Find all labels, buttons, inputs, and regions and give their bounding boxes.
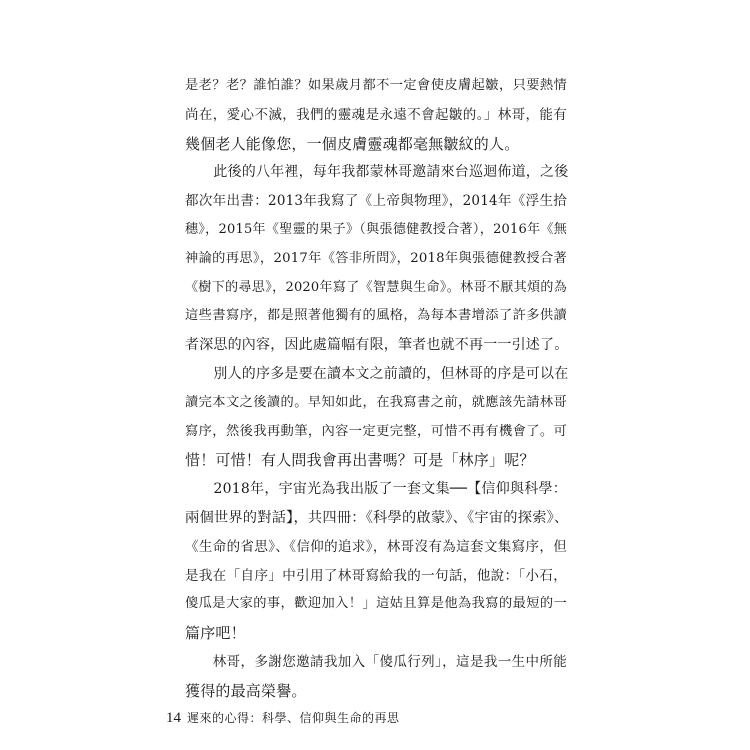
text-line: 是老？老？誰怕誰？如果歲月都不一定會使皮膚起皺，只要熱情	[185, 78, 567, 93]
text-line: 者深思的內容，因此處篇幅有限，筆者也就不再一一引述了。	[185, 337, 569, 354]
paragraph	[185, 648, 567, 706]
page-footer	[166, 709, 400, 727]
text-line: 兩個世界的對話】，共四冊：《科學的啟蒙》、《宇宙的探索》、	[185, 509, 569, 526]
text-line: 篇序吧！	[185, 624, 246, 643]
text-line: 傻瓜是大家的事，歡迎加入！」這姑且算是他為我寫的最短的一	[185, 596, 567, 612]
text-line: 神論的再思》，2017年《答非所問》，2018年與張德健教授合著	[185, 250, 567, 266]
running-head: 遲來的心得：科學、信仰與生命的再思	[187, 711, 400, 725]
text-line: 《生命的省思》、《信仰的追求》，林哥沒有為這套文集寫序，但	[185, 538, 567, 555]
paragraph	[185, 475, 567, 648]
text-line: 寫序，然後我再動筆，內容一定更完整，可惜不再有機會了。可	[185, 423, 567, 439]
text-line: 這些書寫序，都是照著他獨有的風格，為每本書增添了許多供讀	[185, 308, 567, 324]
paragraph	[185, 158, 567, 360]
paragraph	[185, 360, 567, 475]
text-line: 別人的序多是要在讀本文之前讀的，但林哥的序是可以在	[185, 365, 569, 382]
text-line: 幾個老人能像您，一個皮膚靈魂都毫無皺紋的人。	[185, 134, 520, 153]
text-line: 獲得的最高榮譽。	[185, 681, 307, 700]
text-line: 惜！可惜！有人問我會再出書嗎？可是「林序」呢？	[185, 451, 535, 470]
paragraph	[185, 72, 567, 158]
body-text	[185, 72, 567, 706]
text-line: 《樹下的尋思》，2020年寫了《智慧與生命》。林哥不厭其煩的為	[185, 279, 567, 295]
text-line: 都次年出書：2013年我寫了《上帝與物理》，2014年《浮生拾	[185, 193, 567, 210]
text-line: 尚在，愛心不滅，我們的靈魂是永遠不會起皺的。」林哥，能有	[185, 106, 567, 123]
text-line: 穗》，2015年《聖靈的果子》（與張德健教授合著），2016年《無	[185, 221, 567, 237]
text-line: 林哥，多謝您邀請我加入「傻瓜行列」，這是我一生中所能	[185, 653, 567, 670]
text-line: 此後的八年裡，每年我都蒙林哥邀請來台巡迴佈道，之後	[185, 164, 569, 181]
page-number: 14	[166, 710, 181, 726]
text-line: 2018年，宇宙光為我出版了一套文集──【信仰與科學：	[185, 481, 567, 498]
text-line: 讀完本文之後讀的。早知如此，在我寫書之前，就應該先請林哥	[185, 394, 567, 410]
text-line: 是我在「自序」中引用了林哥寫給我的一句話，他說：「小石，	[185, 567, 567, 584]
